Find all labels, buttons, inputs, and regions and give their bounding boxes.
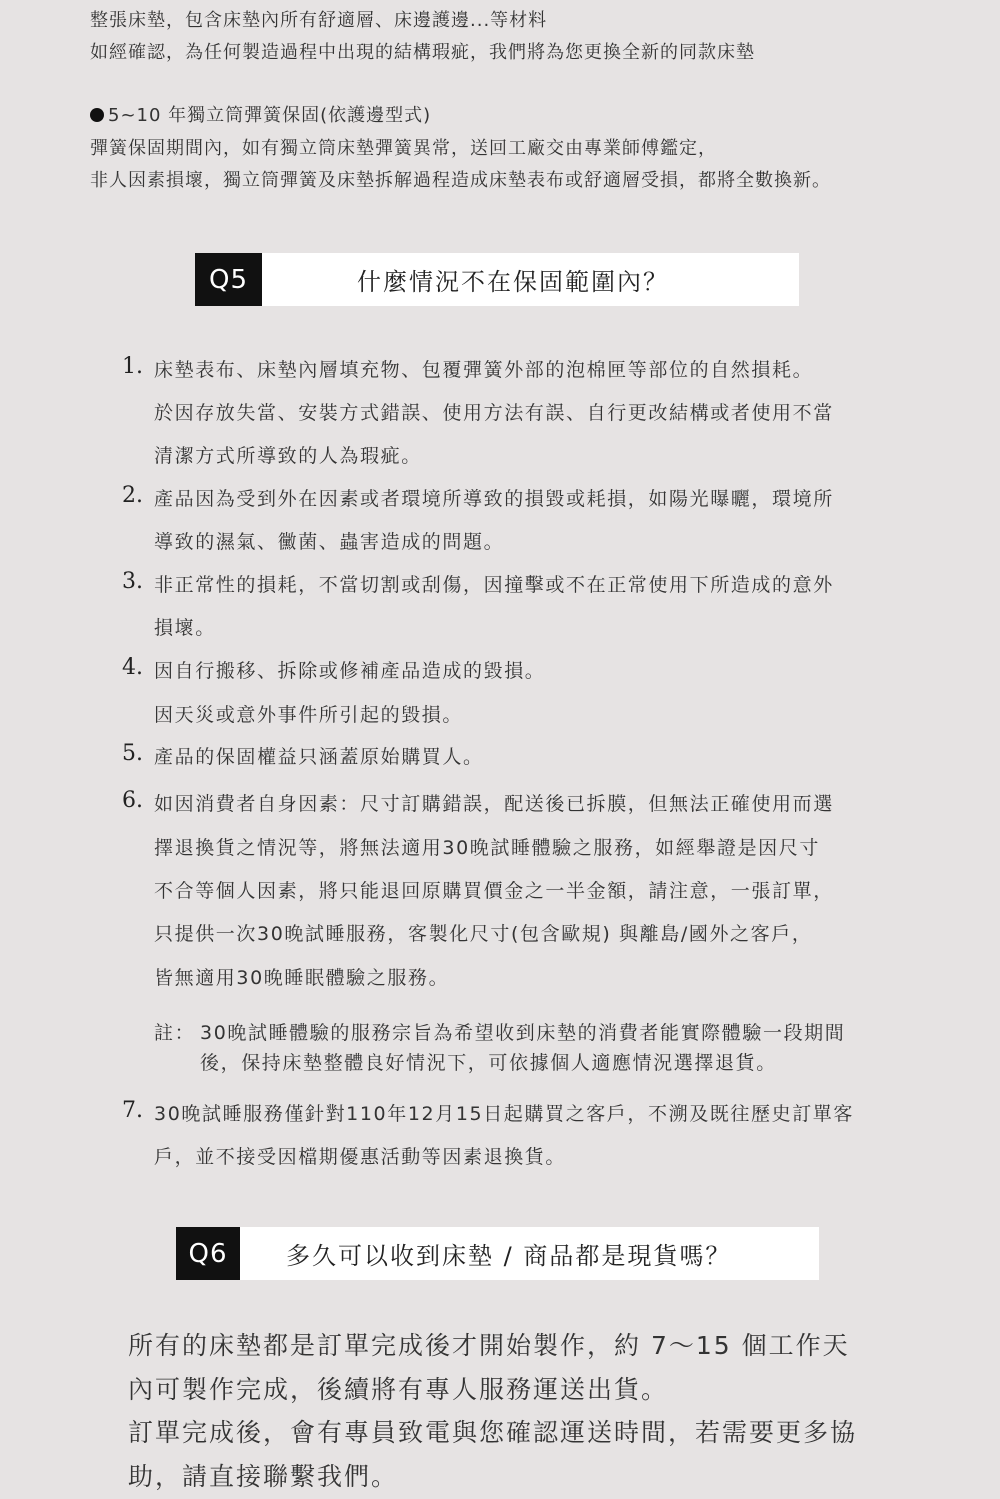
- q6-header: [176, 1227, 819, 1280]
- q5-item-line: 因自行搬移、拆除或修補產品造成的毀損。: [154, 660, 546, 682]
- q5-item-line: 不合等個人因素，將只能退回原購買價金之一半金額，請注意，一張訂單，: [154, 880, 834, 902]
- q6-tag: Q6: [176, 1227, 240, 1280]
- intro-line-2: 如經確認，為任何製造過程中出現的結構瑕疵，我們將為您更換全新的同款床墊: [90, 42, 755, 63]
- q5-item-line: 損壞。: [154, 617, 216, 639]
- q5-item-line: 30晚試睡服務僅針對110年12月15日起購買之客戶，不溯及既往歷史訂單客: [154, 1103, 854, 1125]
- q6-title: 多久可以收到床墊 / 商品都是現貨嗎？: [286, 1242, 732, 1270]
- q5-item-line: 產品的保固權益只涵蓋原始購買人。: [154, 746, 484, 768]
- q5-item-number: 1.: [122, 354, 143, 379]
- q5-item-line: 清潔方式所導致的人為瑕疵。: [154, 445, 422, 467]
- note-label: 註：: [154, 1022, 196, 1044]
- q5-item-line: 因天災或意外事件所引起的毀損。: [154, 704, 464, 726]
- q5-item-line: 只提供一次30晚試睡服務，客製化尺寸(包含歐規) 與離島/國外之客戶，: [154, 923, 813, 945]
- note-line-1: 30晚試睡體驗的服務宗旨為希望收到床墊的消費者能實際體驗一段期間: [200, 1022, 846, 1044]
- intro-line-4: 非人因素損壞，獨立筒彈簧及床墊拆解過程造成床墊表布或舒適層受損，都將全數換新。: [90, 170, 831, 191]
- q5-item-number: 6.: [122, 788, 143, 813]
- q6-line-1: 所有的床墊都是訂單完成後才開始製作，約 7～15 個工作天: [128, 1331, 850, 1360]
- q5-tag: Q5: [195, 253, 262, 306]
- q5-item-number: 3.: [122, 569, 143, 594]
- q5-header: [195, 253, 799, 306]
- q5-item-number: 4.: [122, 655, 143, 680]
- spring-heading: [90, 101, 431, 127]
- q5-item-line: 於因存放失當、安裝方式錯誤、使用方法有誤、自行更改結構或者使用不當: [154, 402, 834, 424]
- q5-item-line: 皆無適用30晚睡眠體驗之服務。: [154, 967, 450, 989]
- q5-item-number: 2.: [122, 483, 143, 508]
- q5-item-number: 7.: [122, 1098, 143, 1123]
- q6-line-3: 訂單完成後，會有專員致電與您確認運送時間，若需要更多協: [128, 1418, 858, 1447]
- q5-item-line: 非正常性的損耗，不當切割或刮傷，因撞擊或不在正常使用下所造成的意外: [154, 574, 834, 596]
- q5-item-number: 5.: [122, 741, 143, 766]
- intro-line-3: 彈簧保固期間內，如有獨立筒床墊彈簧異常，送回工廠交由專業師傅鑑定，: [90, 138, 717, 159]
- spring-heading-text: 5~10 年獨立筒彈簧保固(依護邊型式): [108, 105, 432, 126]
- q5-item-line: 產品因為受到外在因素或者環境所導致的損毀或耗損，如陽光曝曬，環境所: [154, 488, 834, 510]
- intro-line-1: 整張床墊，包含床墊內所有舒適層、床邊護邊...等材料: [90, 10, 548, 31]
- q5-item-line: 如因消費者自身因素：尺寸訂購錯誤，配送後已拆膜，但無法正確使用而選: [154, 793, 834, 815]
- q5-title: 什麼情況不在保固範圍內？: [357, 268, 669, 296]
- bullet-icon: [90, 108, 104, 122]
- q6-line-4: 助，請直接聯繫我們。: [128, 1462, 399, 1491]
- q6-line-2: 內可製作完成，後續將有專人服務運送出貨。: [128, 1375, 669, 1404]
- q5-item-line: 戶，並不接受因檔期優惠活動等因素退換貨。: [154, 1146, 567, 1168]
- q5-item-line: 床墊表布、床墊內層填充物、包覆彈簧外部的泡棉匣等部位的自然損耗。: [154, 359, 814, 381]
- note-line-2: 後，保持床墊整體良好情況下，可依據個人適應情況選擇退貨。: [200, 1052, 777, 1074]
- q5-item-line: 擇退換貨之情況等，將無法適用30晚試睡體驗之服務，如經舉證是因尺寸: [154, 837, 820, 859]
- q5-item-line: 導致的濕氣、黴菌、蟲害造成的問題。: [154, 531, 505, 553]
